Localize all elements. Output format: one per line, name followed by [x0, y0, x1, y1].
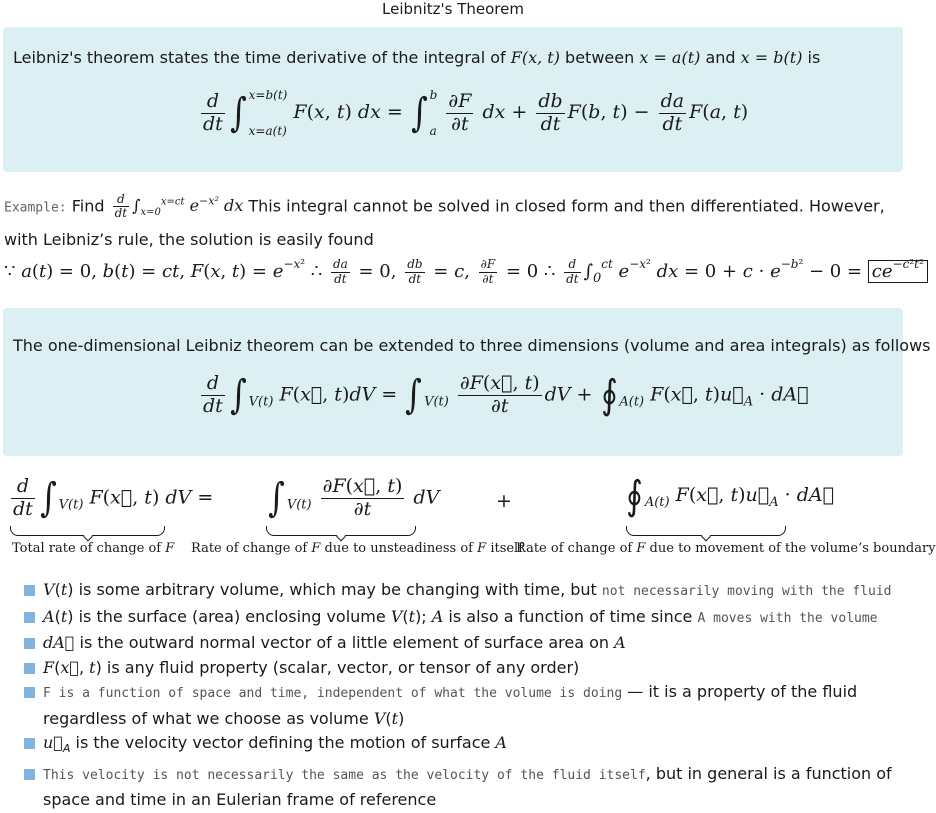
braced-term-total: $\frac{d}{dt}$ ∫ $_{V(t)}$ F(x⃗, t) dV = [13, 475, 214, 522]
list-item: V(t) is some arbitrary volume, which may be changing with time, but not necessarily moving with the fluid [22, 578, 906, 605]
list-item: $u⃗_A$ is the velocity vector defining the motion of surface A [22, 731, 906, 762]
label-boundary: Rate of change of F due to movement of the volume’s boundary [516, 541, 936, 556]
list-item: This velocity is not necessarily the same as the velocity of the fluid itself, but in general is a function of space and time in an Eulerian frame of reference [22, 762, 906, 813]
theorem-box [3, 27, 903, 172]
plus-sign: + [496, 490, 512, 512]
list-item: F(x⃗, t) is any fluid property (scalar, vector, or tensor of any order) [22, 656, 906, 681]
definitions-list [22, 578, 906, 813]
braced-term-unsteady: ∫ $_{V(t)}$ $\frac{\partial F(x⃗, t)}{\partial t}$ dV [268, 475, 440, 522]
three-d-box [3, 308, 931, 456]
three-d-formula: $\frac{d}{dt}$ ∫ $_{V(t)}$ F(x⃗, t)dV = ∫ $_{V(t)}$ $\frac{\partial F(x⃗, t)}{\partial t}$ dV + ∮ $_{A(t)}$ F(x⃗, $t)u⃗_A$ · dA⃗ [203, 372, 809, 419]
underbrace-boundary [626, 526, 786, 536]
list-item: A(t) is the surface (area) enclosing volume V(t); A is also a function of time since A moves with the volume [22, 605, 906, 632]
page-title: Leibnitz's Theorem [382, 0, 524, 18]
example-solution: ∵ a(t) = 0, b(t) = ct, F(x, $t) = e^{-x^2}$ ∴ $\frac{da}{dt}$ = 0, $\frac{db}{dt}$ = c, $\frac{\partial F}{\partial t}$ = 0 ∴ $\frac{d}{dt}$ $\int_0^{ct}$ $e^{-x^2}$ dx = $0 + c \cdot e^{-b^2} - 0 = ce^{-c^2t^2}$ [4, 257, 928, 286]
underbrace-total [10, 526, 165, 536]
braced-term-boundary: ∮ $_{A(t)}$ F(x⃗, $t)u⃗_A$ · dA⃗ [626, 473, 834, 519]
boxed-answer: $ce^{-c^2t^2}$ [868, 260, 928, 283]
theorem-intro: Leibniz's theorem states the time derivative of the integral of F(x, t) between x = a(t) and x = b(t) is [13, 48, 821, 67]
label-total: Total rate of change of F [12, 541, 175, 556]
underbrace-unsteady [266, 526, 416, 536]
list-item: F is a function of space and time, independent of what the volume is doing — it is a property of the fluid regardless of what we choose as volume V(t) [22, 680, 906, 731]
example-paragraph: Example: Find $\frac{d}{dt}$ $\int_{x=0}^{x=ct}$ $e^{-x^2}$ dx This integral cannot be solved in closed form and then differentiated. However, with Leibniz’s rule, the solution is easily found [4, 191, 885, 249]
label-unsteady: Rate of change of F due to unsteadiness of F itself [191, 541, 524, 556]
list-item: dA⃗ is the outward normal vector of a little element of surface area on A [22, 631, 906, 656]
leibniz-formula: $\frac{d}{dt}$ ∫ x=b(t) x=a(t) F(x, t) dx = ∫ b a $\frac{\partial F}{\partial t}$ dx + $\frac{db}{dt}$ F(b, t) − $\frac{da}{dt}$ F(a, t) [203, 88, 749, 138]
three-d-intro: The one-dimensional Leibniz theorem can be extended to three dimensions (volume and area integrals) as follows [13, 336, 931, 355]
